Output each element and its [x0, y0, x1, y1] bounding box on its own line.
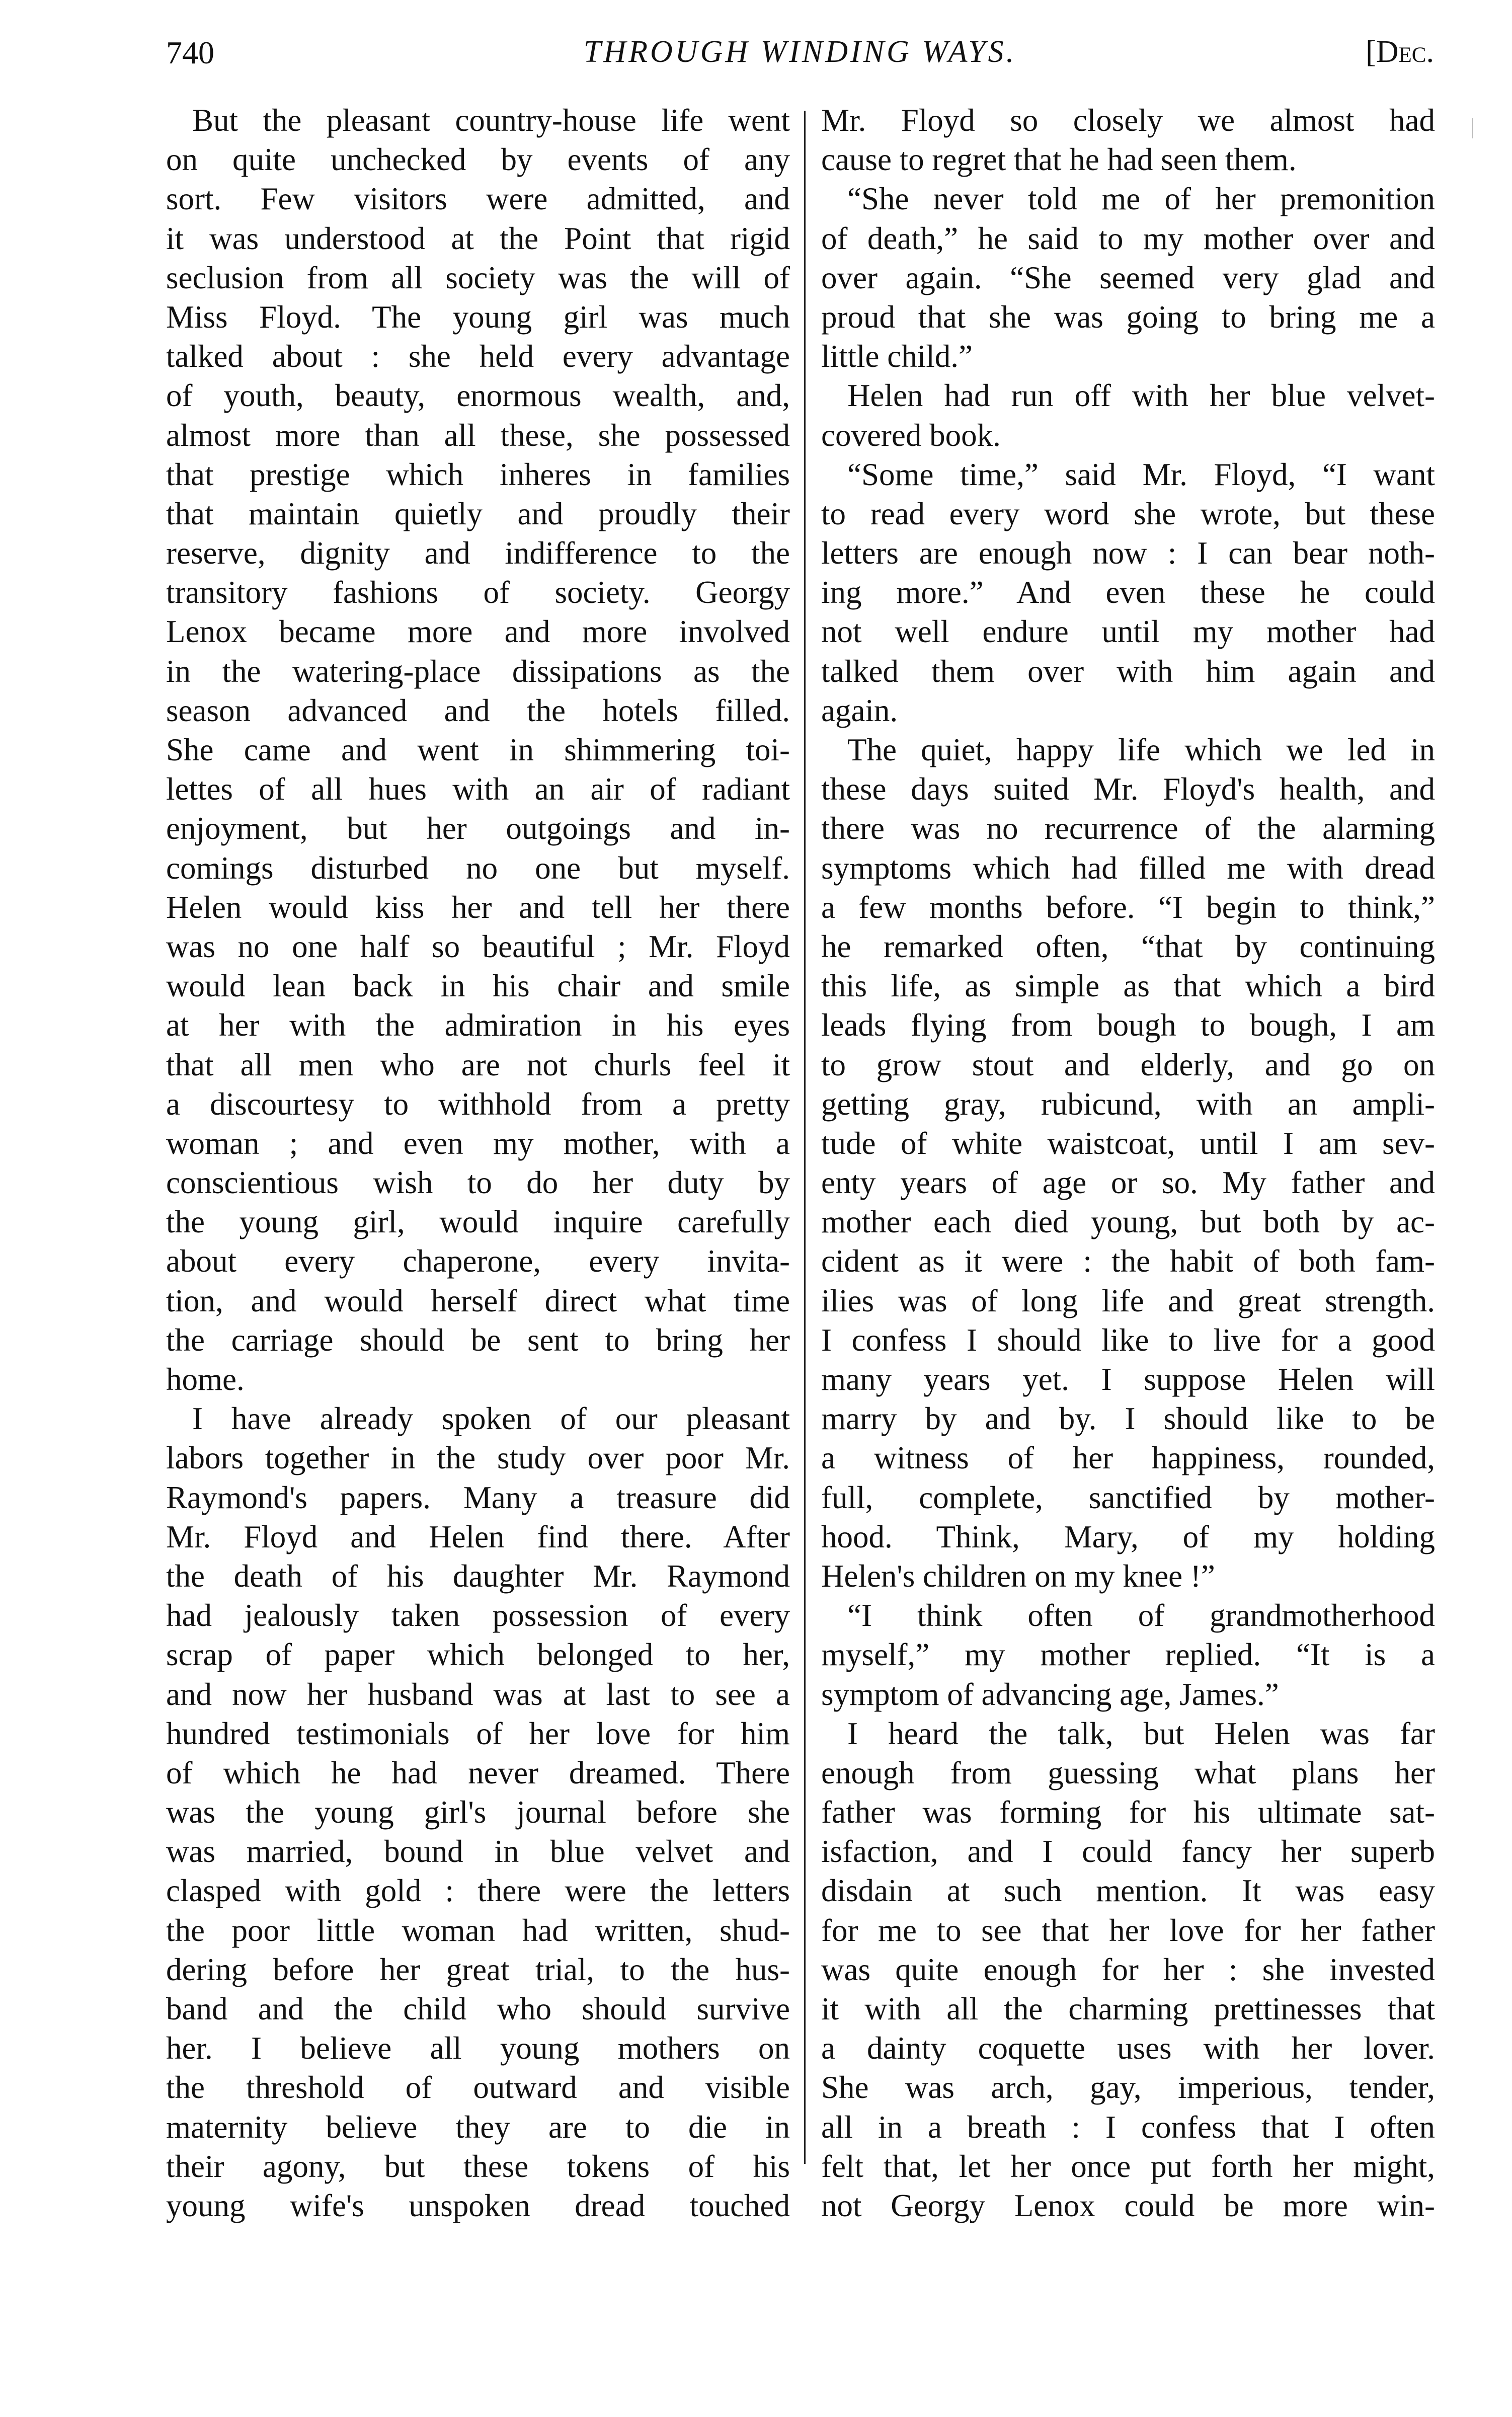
text-line: mother each died young, but both by ac- — [821, 1204, 1435, 1240]
text-line: conscientious wish to do her duty by — [166, 1165, 790, 1201]
text-line: She was arch, gay, imperious, tender, — [821, 2070, 1435, 2106]
text-line: their agony, but these tokens of his — [166, 2148, 790, 2184]
text-line: felt that, let her once put forth her might, — [821, 2148, 1435, 2184]
text-line: it with all the charming prettinesses that — [821, 1991, 1435, 2026]
issue-month: [Dec. — [1366, 35, 1434, 69]
text-line: Helen would kiss her and tell her there — [166, 889, 790, 925]
text-line: was quite enough for her : she invested — [821, 1952, 1435, 1987]
text-line: that maintain quietly and proudly their — [166, 496, 790, 531]
text-line: this life, as simple as that which a bird — [821, 968, 1435, 1004]
text-line: Raymond's papers. Many a treasure did — [166, 1479, 790, 1515]
text-line: “I think often of grandmotherhood — [847, 1598, 1435, 1633]
text-line: the threshold of outward and visible — [166, 2070, 790, 2106]
text-line: and now her husband was at last to see a — [166, 1676, 790, 1712]
text-line: Mr. Floyd and Helen find there. After — [166, 1519, 790, 1554]
text-line: the young girl, would inquire carefully — [166, 1204, 790, 1240]
text-line: leads flying from bough to bough, I am — [821, 1007, 1435, 1043]
text-line: the carriage should be sent to bring her — [166, 1322, 790, 1358]
text-line: enough from guessing what plans her — [821, 1755, 1435, 1790]
text-line: cident as it were : the habit of both fam- — [821, 1243, 1435, 1279]
text-line: sort. Few visitors were admitted, and — [166, 181, 790, 217]
text-line: home. — [166, 1362, 245, 1397]
text-line: I heard the talk, but Helen was far — [847, 1716, 1435, 1751]
text-line: But the pleasant country-house life went — [192, 103, 790, 138]
text-line: scrap of paper which belonged to her, — [166, 1637, 790, 1673]
text-line: myself,” my mother replied. “It is a — [821, 1637, 1435, 1673]
text-line: all in a breath : I confess that I often — [821, 2109, 1435, 2145]
text-line: enjoyment, but her outgoings and in- — [166, 811, 790, 846]
text-line: covered book. — [821, 417, 1001, 453]
text-line: that all men who are not churls feel it — [166, 1047, 790, 1082]
text-line: reserve, dignity and indifference to the — [166, 535, 790, 571]
text-line: “Some time,” said Mr. Floyd, “I want — [847, 456, 1435, 492]
text-line: it was understood at the Point that rigid — [166, 220, 790, 256]
text-line: season advanced and the hotels filled. — [166, 692, 790, 728]
scan-margin-mark — [1472, 118, 1473, 138]
text-line: almost more than all these, she possessed — [166, 417, 790, 453]
text-line: hundred testimonials of her love for him — [166, 1716, 790, 1751]
text-line: transitory fashions of society. Georgy — [166, 575, 790, 610]
text-line: symptoms which had filled me with dread — [821, 850, 1435, 886]
text-line: Mr. Floyd so closely we almost had — [821, 103, 1435, 138]
text-line: at her with the admiration in his eyes — [166, 1007, 790, 1043]
text-line: proud that she was going to bring me a — [821, 299, 1435, 335]
text-line: letters are enough now : I can bear noth- — [821, 535, 1435, 571]
text-line: comings disturbed no one but myself. — [166, 850, 790, 886]
text-line: tude of white waistcoat, until I am sev- — [821, 1125, 1435, 1161]
text-line: many years yet. I suppose Helen will — [821, 1362, 1435, 1397]
text-line: Helen's children on my knee !” — [821, 1558, 1215, 1594]
text-line: not Georgy Lenox could be more win- — [821, 2188, 1435, 2223]
text-line: to grow stout and elderly, and go on — [821, 1047, 1435, 1082]
right-column — [821, 101, 1435, 2225]
text-line: about every chaperone, every invita- — [166, 1243, 790, 1279]
text-line: tion, and would herself direct what time — [166, 1283, 790, 1318]
text-line: there was no recurrence of the alarming — [821, 811, 1435, 846]
text-line: had jealously taken possession of every — [166, 1598, 790, 1633]
text-line: lettes of all hues with an air of radiant — [166, 771, 790, 807]
text-line: was the young girl's journal before she — [166, 1795, 790, 1830]
text-line: isfaction, and I could fancy her superb — [821, 1834, 1435, 1869]
text-line: on quite unchecked by events of any — [166, 142, 790, 178]
text-line: the poor little woman had written, shud- — [166, 1912, 790, 1948]
text-line: clasped with gold : there were the letters — [166, 1873, 790, 1909]
column-divider — [804, 111, 806, 2164]
text-line: to read every word she wrote, but these — [821, 496, 1435, 531]
text-line: was married, bound in blue velvet and — [166, 1834, 790, 1869]
text-line: little child.” — [821, 339, 973, 374]
text-line: getting gray, rubicund, with an ampli- — [821, 1086, 1435, 1122]
text-line: Lenox became more and more involved — [166, 614, 790, 650]
text-line: cause to regret that he had seen them. — [821, 142, 1297, 178]
text-line: these days suited Mr. Floyd's health, and — [821, 771, 1435, 807]
text-line: a dainty coquette uses with her lover. — [821, 2031, 1435, 2066]
text-line: he remarked often, “that by continuing — [821, 928, 1435, 964]
running-header — [166, 34, 1434, 80]
text-line: I confess I should like to live for a good — [821, 1322, 1435, 1358]
text-line: talked about : she held every advantage — [166, 339, 790, 374]
text-line: disdain at such mention. It was easy — [821, 1873, 1435, 1909]
left-column — [166, 101, 790, 2225]
text-line: in the watering-place dissipations as the — [166, 653, 790, 689]
text-line: was no one half so beautiful ; Mr. Floyd — [166, 928, 790, 964]
text-line: She came and went in shimmering toi- — [166, 732, 790, 767]
text-line: a witness of her happiness, rounded, — [821, 1440, 1435, 1476]
text-line: dering before her great trial, to the hus- — [166, 1952, 790, 1987]
text-line: that prestige which inheres in families — [166, 456, 790, 492]
text-line: full, complete, sanctified by mother- — [821, 1479, 1435, 1515]
text-line: maternity believe they are to die in — [166, 2109, 790, 2145]
text-line: a discourtesy to withhold from a pretty — [166, 1086, 790, 1122]
text-line: Helen had run off with her blue velvet- — [847, 378, 1435, 414]
text-line: The quiet, happy life which we led in — [847, 732, 1435, 767]
text-line: Miss Floyd. The young girl was much — [166, 299, 790, 335]
text-line: I have already spoken of our pleasant — [192, 1401, 790, 1437]
text-line: young wife's unspoken dread touched — [166, 2188, 790, 2223]
text-line: of death,” he said to my mother over and — [821, 220, 1435, 256]
text-line: not well endure until my mother had — [821, 614, 1435, 650]
text-line: the death of his daughter Mr. Raymond — [166, 1558, 790, 1594]
running-title: THROUGH WINDING WAYS. — [583, 35, 1017, 69]
text-line: of youth, beauty, enormous wealth, and, — [166, 378, 790, 414]
text-line: talked them over with him again and — [821, 653, 1435, 689]
text-line: of which he had never dreamed. There — [166, 1755, 790, 1790]
text-line: ing more.” And even these he could — [821, 575, 1435, 610]
text-line: ilies was of long life and great strength. — [821, 1283, 1435, 1318]
text-line: enty years of age or so. My father and — [821, 1165, 1435, 1201]
text-line: a few months before. “I begin to think,” — [821, 889, 1435, 925]
text-line: band and the child who should survive — [166, 1991, 790, 2026]
text-line: again. — [821, 692, 898, 728]
page-number: 740 — [166, 35, 214, 70]
text-line: seclusion from all society was the will of — [166, 260, 790, 295]
text-line: father was forming for his ultimate sat- — [821, 1795, 1435, 1830]
text-line: woman ; and even my mother, with a — [166, 1125, 790, 1161]
text-line: for me to see that her love for her father — [821, 1912, 1435, 1948]
text-line: “She never told me of her premonition — [847, 181, 1435, 217]
text-line: would lean back in his chair and smile — [166, 968, 790, 1004]
text-line: hood. Think, Mary, of my holding — [821, 1519, 1435, 1554]
text-line: over again. “She seemed very glad and — [821, 260, 1435, 295]
text-line: labors together in the study over poor Mr. — [166, 1440, 790, 1476]
text-line: marry by and by. I should like to be — [821, 1401, 1435, 1437]
text-line: symptom of advancing age, James.” — [821, 1676, 1279, 1712]
text-line: her. I believe all young mothers on — [166, 2031, 790, 2066]
